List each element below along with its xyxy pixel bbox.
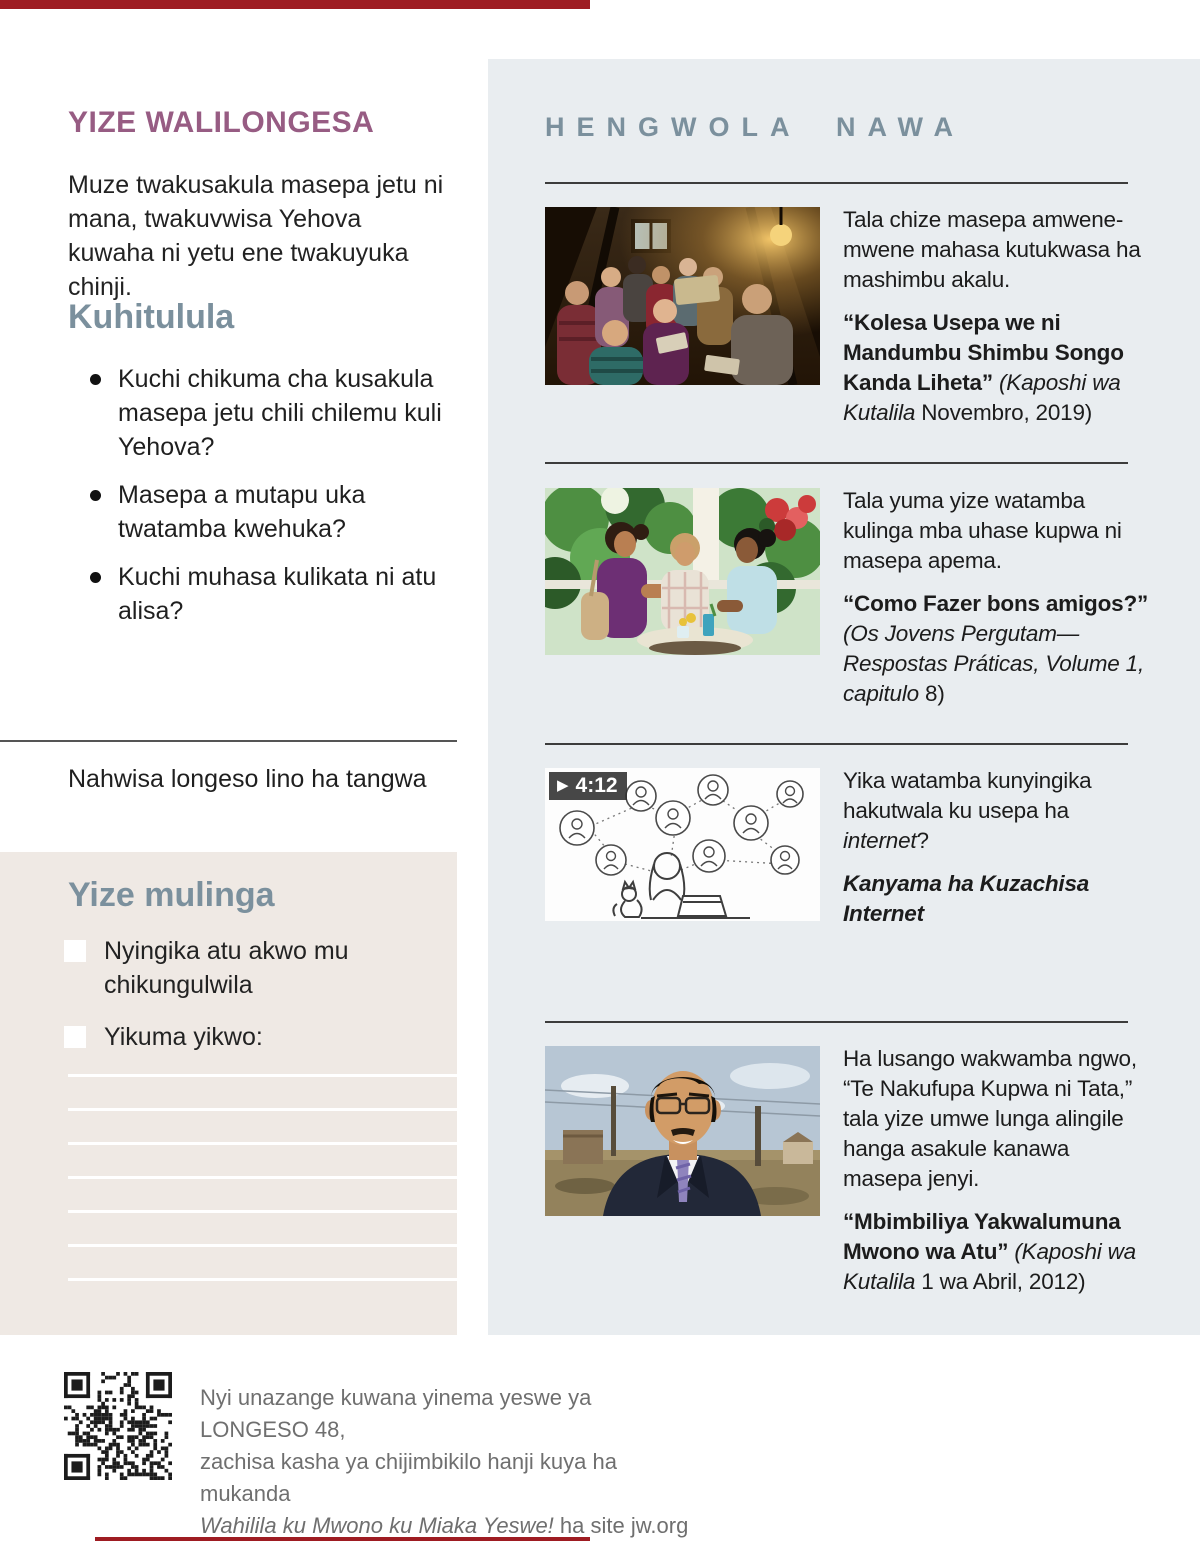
list-item: [90, 478, 450, 546]
three-friends-cafe-photo: [545, 488, 820, 655]
video-duration-badge: [549, 772, 627, 800]
item-text: [843, 486, 1153, 722]
goal-item: [64, 1020, 384, 1054]
list-item: [90, 362, 450, 464]
item-description: [843, 1044, 1153, 1194]
top-margin-bar: [0, 0, 590, 9]
review-question: Kuchi muhasa kulikata ni atu alisa?: [118, 563, 437, 625]
writing-line: [68, 1176, 457, 1179]
panel-heading: HENGWOLA NAWA: [545, 112, 965, 142]
writing-line: [68, 1108, 457, 1111]
item-description: [843, 205, 1153, 295]
bullet-icon: [90, 572, 101, 583]
writing-line: [68, 1244, 457, 1247]
footer-publication-title: Wahilila ku Mwono ku Miaka Yeswe!: [200, 1513, 554, 1538]
footer-line: Nyi unazange kuwana yinema yeswe ya LONGESO 48,: [200, 1385, 592, 1442]
footer-site: ha site jw.org: [553, 1513, 689, 1538]
reference-date: Novembro, 2019): [921, 400, 1093, 425]
goals-heading: Yize mulinga: [68, 876, 275, 914]
item-divider: [545, 1021, 1128, 1023]
reference-title: “Como Fazer bons amigos?”: [843, 591, 1149, 616]
qr-code: [64, 1372, 172, 1480]
review-question-list: [90, 362, 450, 642]
reference-chapter: 8): [925, 681, 945, 706]
writing-line: [68, 1210, 457, 1213]
online-friends-video-thumbnail: [545, 768, 820, 921]
checkbox-icon: [64, 1026, 86, 1048]
description-text: Tala yuma yize watamba kulinga mba uhase kupwa ni masepa apema.: [843, 488, 1122, 573]
item-reference: [843, 1207, 1153, 1297]
footer-line: zachisa kasha ya chijimbikilo hanji kuya ha mukanda: [200, 1449, 617, 1506]
goal-label: Yikuma yikwo:: [104, 1023, 263, 1051]
footer-text: [200, 1382, 700, 1542]
description-text: Yika watamba kunyingika hakutwala ku usepa ha: [843, 768, 1092, 823]
writing-line: [68, 1142, 457, 1145]
left-divider-rule: [0, 740, 457, 742]
item-reference: [843, 869, 1153, 929]
description-text: Ha lusango wakwamba ngwo, “Te Nakufupa Kupwa ni Tata,” tala yize umwe lunga alingile hanga asakule kanawa masepa jenyi.: [843, 1046, 1137, 1191]
description-text: ?: [916, 828, 929, 853]
song-note: Nahwisa longeso lino ha tangwa: [68, 765, 427, 793]
bullet-icon: [90, 490, 101, 501]
reference-source: (Kaposhi wa Kutalila: [843, 370, 1121, 425]
list-item: [90, 560, 450, 628]
item-description: [843, 486, 1153, 576]
writing-line: [68, 1074, 457, 1077]
item-divider: [545, 182, 1128, 184]
intro-paragraph: Muze twakusakula masepa jetu ni mana, twakuvwisa Yehova kuwaha ni yetu ene twakuyuka chinji.: [68, 171, 444, 301]
reference-date: 1 wa Abril, 2012): [921, 1269, 1086, 1294]
checkbox-icon: [64, 940, 86, 962]
reference-title: “Kolesa Usepa we ni Mandumbu Shimbu Songo Kanda Liheta”: [843, 310, 1124, 395]
item-divider: [545, 743, 1128, 745]
item-text: [843, 766, 1153, 942]
goals-box: [0, 852, 457, 1335]
review-question: Masepa a mutapu uka twatamba kwehuka?: [118, 481, 366, 543]
goal-item: [64, 934, 384, 1002]
video-duration: 4:12: [575, 774, 618, 797]
description-text: Tala chize masepa amwene-mwene mahasa kutukwasa ha mashimbu akalu.: [843, 207, 1141, 292]
item-reference: [843, 308, 1153, 428]
page-title: YIZE WALILONGESA: [68, 106, 375, 139]
review-question: Kuchi chikuma cha kusakula masepa jetu chili chilemu kuli Yehova?: [118, 365, 442, 461]
item-description: [843, 766, 1153, 856]
reference-source: (Os Jovens Pergutam—Respostas Práticas, Volume 1, capitulo: [843, 621, 1145, 706]
writing-lines: [68, 1074, 457, 1312]
description-italic: internet: [843, 828, 917, 853]
play-icon: ▶: [557, 777, 569, 794]
man-portrait-photo: [545, 1046, 820, 1216]
review-heading: Kuhitulula: [68, 298, 235, 336]
reference-source: (Kaposhi wa Kutalila: [843, 1239, 1136, 1294]
attic-group-study-photo: [545, 207, 820, 385]
item-reference: [843, 589, 1153, 709]
reference-title: Kanyama ha Kuzachisa Internet: [843, 871, 1090, 926]
item-divider: [545, 462, 1128, 464]
item-text: [843, 1044, 1153, 1310]
reference-title: “Mbimbiliya Yakwalumuna Mwono wa Atu”: [843, 1209, 1121, 1264]
goal-label: Nyingika atu akwo mu chikungulwila: [104, 937, 349, 999]
item-text: [843, 205, 1153, 441]
bullet-icon: [90, 374, 101, 385]
footer-line: [200, 1510, 700, 1542]
writing-line: [68, 1278, 457, 1281]
